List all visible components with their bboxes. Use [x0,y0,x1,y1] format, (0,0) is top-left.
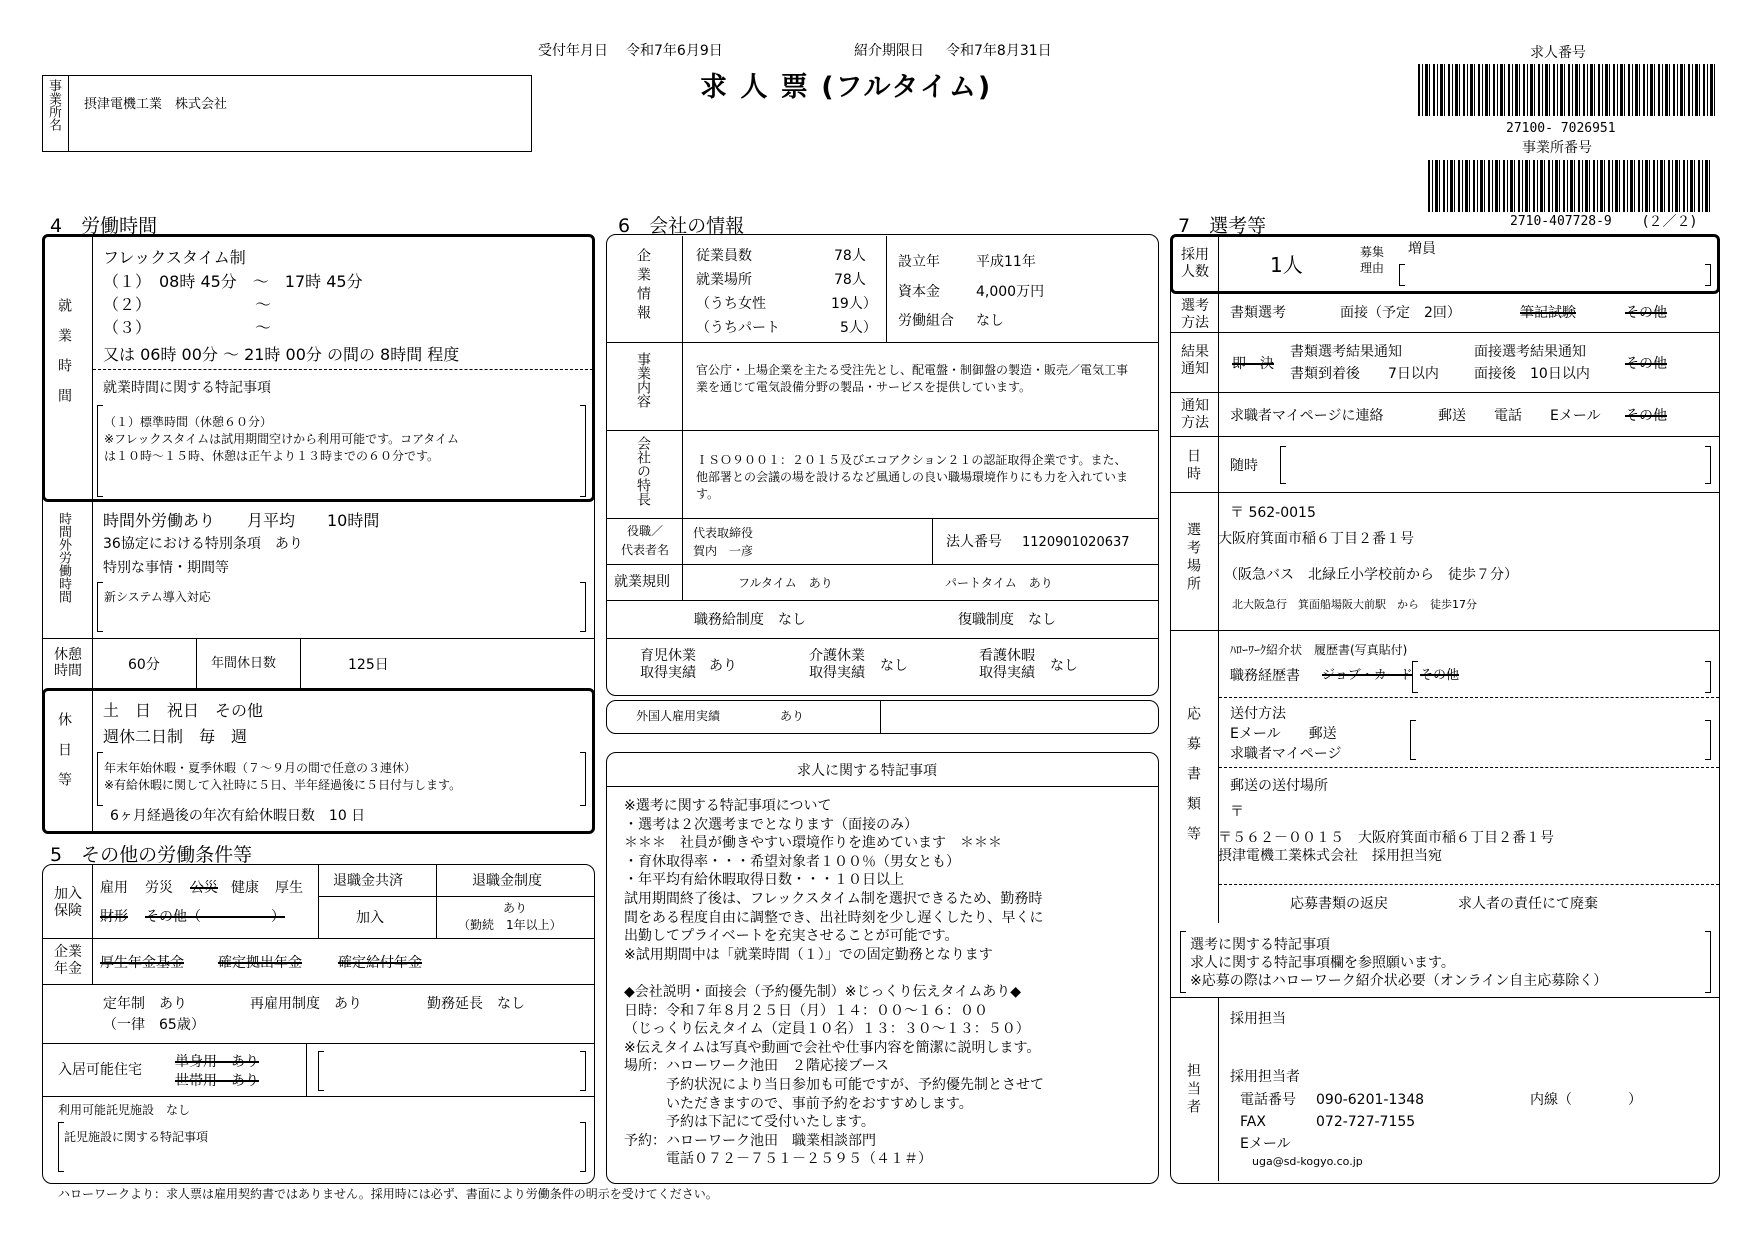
flex-label: フレックスタイム制 [103,248,246,267]
rehire: 再雇用制度 あり [250,996,362,1012]
part-label: （うちパート [696,320,780,336]
result-interview-period: 面接後 10日以内 [1474,366,1590,382]
docs-other: その他 [1420,668,1460,683]
care-leave-label: 看護休暇取得実績 [979,648,1035,681]
capital-label: 資本金 [898,284,940,300]
result-other: その他 [1625,356,1667,372]
break-value: 60分 [128,657,160,673]
place-access-2: 北大阪急行 箕面船場阪大前駅 から 徒歩17分 [1232,598,1477,611]
receipt-date: 令和7年6月9日 [626,43,723,59]
corp-no: 1120901020637 [1022,535,1130,550]
founded-label: 設立年 [898,254,940,270]
contact-person: 採用担当者 [1230,1069,1300,1085]
office-no-label: 事業所番号 [1522,140,1592,156]
ins-public: 公災 [190,880,218,896]
retire-system-value: あり [503,901,528,915]
annual-holidays-label: 年間休日数 [211,656,277,671]
date-label: 日時 [1185,448,1201,484]
insurance-label: 加入保険 [54,886,82,919]
workplace-label: 就業場所 [696,272,752,288]
part: 5人） [840,320,877,336]
method-docs: 書類選考 [1230,305,1286,321]
overtime: 時間外労働あり 月平均 10時間 [103,511,380,530]
mail-to: 摂津電機工業株式会社 採用担当宛 [1218,848,1442,864]
fax-label: FAX [1240,1114,1266,1130]
retire-mutual-value: 加入 [356,910,384,926]
deadline-label: 紹介期限日 [854,43,924,59]
hire-box [1170,234,1720,294]
result-immediate: 即 決 [1232,356,1274,372]
hire-count: 1人 [1270,253,1303,277]
method-other: その他 [1625,305,1667,321]
sec5-title: 5 その他の労働条件等 [50,844,253,866]
fax: 072-727-7155 [1316,1114,1416,1130]
job-pay: 職務給制度 なし [694,612,806,628]
pension-db: 確定給付年金 [338,955,422,971]
women-label: （うち女性 [696,296,766,312]
notify-mail: 郵送 [1438,408,1466,424]
notify-phone: 電話 [1494,408,1522,424]
contact-label: 担当者 [1185,1063,1201,1117]
corp-no-label: 法人番号 [946,534,1002,550]
office-no-barcode [1428,160,1710,212]
shift-2: （２） ～ [103,295,272,314]
sec7-title: 7 選考等 [1178,215,1267,237]
reason-label: 募集理由 [1360,245,1385,275]
office-name-box [42,75,532,152]
holidays-label: 休日等 [56,712,72,802]
place-address: 大阪府箕面市稲６丁目２番１号 [1218,531,1414,547]
retire-system-note: （勤続 1年以上） [458,918,562,932]
rep-label-1: 役職／ [626,524,663,538]
foreign-label: 外国人雇用実績 [636,709,721,723]
pension-fund: 厚生年金基金 [100,955,184,971]
features: ＩＳＯ９００１：２０１５及びエコアクション２１の認証取得企業です。また、他部署との会議の場を設けるなど風通しの良い職場環境作りにも力を入れています。 [696,453,1129,501]
employees: 78人 [834,248,866,264]
notify-email: Eメール [1550,408,1601,424]
annual-holidays-value: 125日 [348,657,389,673]
send-methods-2: 求職者マイページ [1230,746,1342,762]
business: 官公庁・上場企業を主たる受注先とし、配電盤・制御盤の製造・販売／電気工事業を通じて電気設備分野の製品・サービスを提供しています。 [696,363,1129,394]
job-no-barcode [1418,64,1716,116]
page-number: (２／２) [1643,214,1696,230]
rules-part: パートタイム あり [945,576,1053,590]
mail-label: 郵送の送付場所 [1230,778,1328,794]
hire-label: 採用人数 [1181,247,1209,280]
sec4-title: 4 労働時間 [50,215,158,237]
break-label: 休憩時間 [54,647,82,680]
retire-age-note: （一律 65歳） [103,1017,205,1033]
housing-family: 世帯用 あり [175,1073,259,1089]
childcare-leave: あり [709,658,737,674]
mail-address: 〒５６２－００１５ 大阪府箕面市稲６丁目２番１号 [1218,830,1554,846]
method-label: 選考方法 [1181,298,1209,331]
tel: 090-6201-1348 [1316,1092,1425,1108]
special-detail: 新システム導入対応 [104,590,211,604]
notify-other: その他 [1625,408,1667,424]
contact-dept: 採用担当 [1230,1011,1286,1027]
docs-list-1: ﾊﾛｰﾜｰｸ紹介状 履歴書(写真貼付) [1230,643,1408,657]
result-docs-period: 書類到着後 7日以内 [1290,366,1439,382]
tel-label: 電話番号 [1240,1092,1296,1108]
shift-3: （３） ～ [103,318,272,337]
page-title: 求 人 票 (フルタイム) [700,72,993,103]
overtime-label: 時間外労働時間 [56,512,71,603]
office-label: 事業所名 [46,79,61,131]
company-info-label: 企業情報 [635,248,651,324]
office-no: 2710-407728-9 [1510,214,1612,229]
date: 随時 [1230,458,1258,474]
nursing-leave-label: 介護休業取得実績 [809,648,865,681]
return-label: 応募書類の返戻 [1290,896,1388,912]
special-notes-title: 求人に関する特記事項 [797,763,937,779]
holidays: 土 日 祝日 その他 [103,701,264,720]
childcare-notes: 託児施設に関する特記事項 [64,1130,209,1144]
rep-name: 賀内 一彦 [693,544,754,558]
paid-leave: 6ヶ月経過後の年次有給休暇日数 10 日 [110,808,366,824]
mail-postal: 〒 [1230,804,1244,820]
retire-age: 定年制 あり [103,996,187,1012]
work-hours-label: 就業時間 [56,298,72,418]
retire-mutual-label: 退職金共済 [333,873,403,889]
notify-label: 通知方法 [1181,398,1209,431]
ins-accident: 労災 [145,880,173,896]
result-interview-title: 面接選考結果通知 [1474,344,1586,360]
email-label: Eメール [1240,1136,1291,1152]
job-no-label: 求人番号 [1530,45,1586,61]
send-methods-1: Eメール 郵送 [1230,726,1337,742]
special-circumstances: 特別な事情・期間等 [103,560,229,576]
docs-label: 応募書類等 [1185,706,1201,856]
receipt-label: 受付年月日 [538,43,608,59]
method-written: 筆記試験 [1520,305,1576,321]
sec6-title: 6 会社の情報 [618,215,745,237]
place-label: 選考場所 [1185,522,1201,594]
housing-label: 入居可能住宅 [58,1062,142,1078]
result-label: 結果通知 [1181,344,1209,377]
foreign: あり [780,709,805,723]
nursing-leave: なし [880,658,908,674]
ins-pension: 厚生 [275,880,303,896]
founded: 平成11年 [976,254,1036,270]
reinstate: 復職制度 なし [958,612,1056,628]
business-label: 事業内容 [635,352,651,408]
features-label: 会社の特長 [635,436,651,506]
capital: 4,000万円 [976,284,1045,300]
union-label: 労働組合 [898,313,954,329]
retire-system-label: 退職金制度 [472,873,542,889]
ins-other: その他（ ） [145,909,285,925]
rules-full: フルタイム あり [738,576,833,590]
rep-label-2: 代表者名 [620,543,669,557]
footer-note: ハローワークより：求人票は雇用契約書ではありません。採用時には必ず、書面により労働条件の明示を受けてください。 [58,1187,718,1201]
ext-label: 内線（ ） [1530,1092,1642,1108]
shift-1: （１） 08時 45分 ～ 17時 45分 [103,272,363,291]
selection-notes: 選考に関する特記事項 求人に関する特記事項欄を参照願います。 ※応募の際はハローワーク紹介状必要（オンライン自主応募除く） [1190,937,1608,989]
childcare-leave-label: 育児休業取得実績 [640,648,696,681]
email: uga@sd-kogyo.co.jp [1252,1155,1363,1168]
method-interview: 面接（予定 2回） [1340,305,1461,321]
return-value: 求人者の責任にて廃棄 [1458,896,1598,912]
result-docs-title: 書類選考結果通知 [1290,344,1402,360]
ins-employment: 雇用 [100,880,128,896]
docs-jobcard: ジョブ・カード [1322,668,1413,683]
art36: 36協定における特別条項 あり [103,536,303,552]
reason: 増員 [1408,241,1436,257]
deadline-date: 令和7年8月31日 [946,43,1052,59]
pension-label: 企業年金 [54,944,82,977]
docs-cv: 職務経歴書 [1230,668,1300,684]
housing-single: 単身用 あり [175,1054,259,1070]
office-name: 摂津電機工業 株式会社 [84,97,228,112]
ins-savings: 財形 [100,909,128,925]
week-holidays: 週休二日制 毎 週 [103,727,248,746]
hours-notes: （１）標準時間（休憩６０分） ※フレックスタイムは試用期間空けから利用可能です。コアタイム は１０時～１５時、休憩は正午より１３時までの６０分です。 [104,415,460,463]
workplace: 78人 [834,272,866,288]
send-label: 送付方法 [1230,706,1286,722]
notify-mypage: 求職者マイページに連絡 [1230,408,1384,424]
women: 19人） [831,296,877,312]
care-leave: なし [1050,658,1078,674]
place-postal: 〒 562-0015 [1230,505,1316,521]
holiday-notes: 年末年始休暇・夏季休暇（７～９月の間で任意の３連休） ※有給休暇に関して入社時に５日、半年経過後に５日付与します。 [104,761,462,792]
childcare-label: 利用可能託児施設 なし [58,1103,191,1117]
extension: 勤務延長 なし [427,996,525,1012]
ins-health: 健康 [231,880,259,896]
rep-title: 代表取締役 [693,526,754,540]
rules-label: 就業規則 [614,574,670,590]
or-hours: 又は 06時 00分 ～ 21時 00分 の間の 8時間 程度 [103,345,460,364]
employees-label: 従業員数 [696,248,752,264]
hours-notes-title: 就業時間に関する特記事項 [103,380,271,396]
union: なし [976,313,1004,329]
special-notes: ※選考に関する特記事項について ・選考は２次選考までとなります（面接のみ） ＊＊＊ 社員が働きやすい環境作りを進めています ＊＊＊ ・育休取得率・・・希望対象者１００％（男女とも） ・年平均有給休暇取得日数・・・１０日以上 試用期間終了後は、フレックスタイム制を選択できるため、勤務時 間をある程度自由に調整でき、出社時刻を少し遅くしたり、早くに 出勤してプライベートを充実させることが可能です。 ※試用期間中は「就業時間（１）」での固定勤務となります ◆会社説明・面接会（予約優先制）※じっくり伝えタイムあり◆ 日時：令和７年８月２５日（月）１４：００～１６：００ （じっくり伝えタイム（定員１０名）１３：３０～１３：５０） ※伝えタイムは写真や動画で会社や仕事内容を簡潔に説明します。 場所：ハローワーク池田 ２階応接ブース 予約状況により当日参加も可能ですが、予約優先制とさせて いただきますので、事前予約をおすすめします。 予約は下記にて受付いたします。 予約：ハローワーク池田 職業相談部門 電話０７２－７５１－２５９５（４１＃） [624,798,1044,1168]
place-access: （阪急バス 北緑丘小学校前から 徒歩７分） [1224,567,1518,583]
job-no: 27100- 7026951 [1506,121,1616,136]
pension-dc: 確定拠出年金 [218,955,302,971]
